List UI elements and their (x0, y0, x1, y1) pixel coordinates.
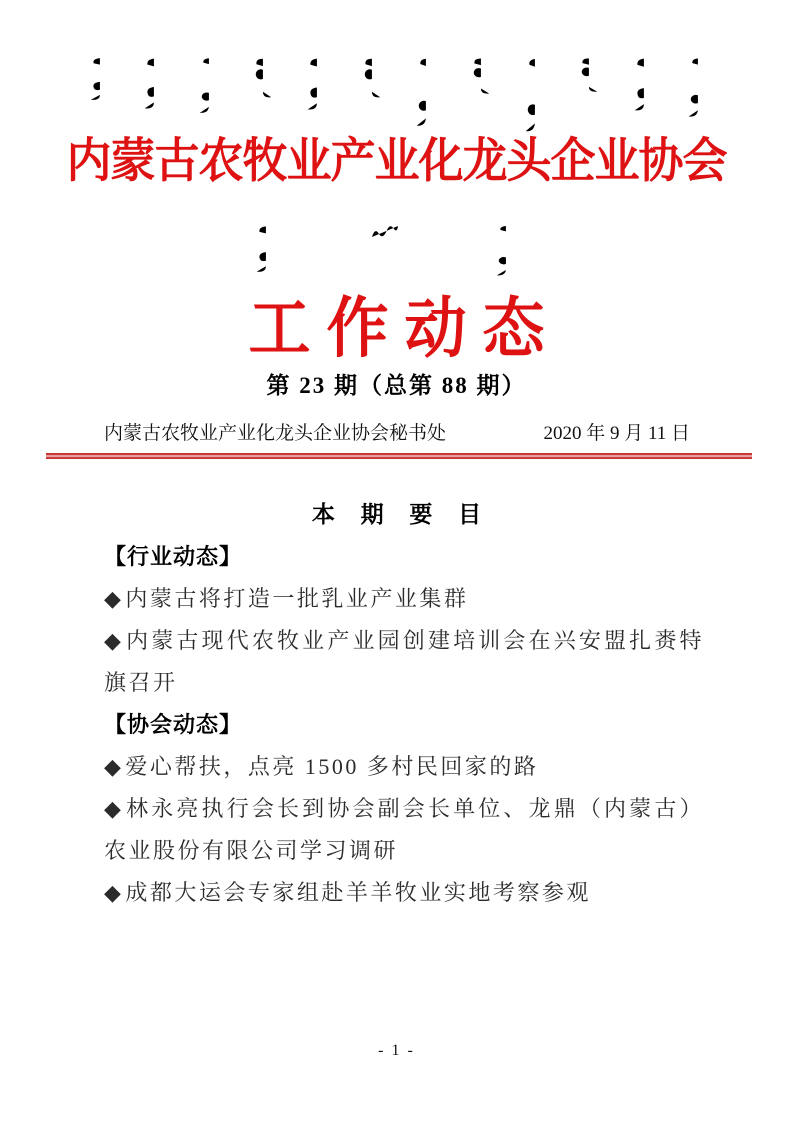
mongolian-script-glyph-icon (494, 224, 516, 280)
toc-item (104, 578, 704, 620)
organization-name: 内蒙古农牧业产业化龙头企业协会 (66, 134, 727, 188)
toc-item-title: 林永亮执行会长到协会副会长单位、龙鼎（内蒙古）农业股份有限公司学习调研 (104, 796, 704, 863)
toc-section-label-industry: 【行业动态】 (104, 544, 243, 569)
publish-date: 2020 年 9 月 11 日 (543, 423, 690, 444)
issue-number: 第 23 期（总第 88 期） (266, 373, 527, 398)
mongolian-script-glyph-icon (88, 56, 110, 102)
publisher-name: 内蒙古农牧业产业化龙头企业协会秘书处 (104, 423, 447, 444)
toc-item (104, 746, 704, 788)
diamond-bullet-icon: ◆ (104, 796, 125, 821)
toc-item-title: 成都大运会专家组赴羊羊牧业实地考察参观 (125, 880, 591, 905)
mongolian-script-glyph-icon (686, 56, 708, 122)
toc-heading: 本 期 要 目 (311, 502, 492, 527)
mongolian-script-glyph-icon (414, 56, 436, 132)
diamond-bullet-icon: ◆ (104, 880, 124, 905)
mongolian-script-glyph-icon (577, 56, 599, 94)
diamond-bullet-icon: ◆ (104, 628, 125, 653)
mongolian-script-glyph-icon (197, 56, 219, 118)
masthead-divider-rule (46, 453, 752, 459)
publisher-line (104, 418, 690, 445)
mongolian-script-glyph-icon (251, 56, 273, 100)
toc-item (104, 620, 704, 704)
toc-item-title: 内蒙古现代农牧业产业园创建培训会在兴安盟扎赉特旗召开 (104, 628, 704, 695)
toc-item-title: 内蒙古将打造一批乳业产业集群 (125, 586, 469, 611)
diamond-bullet-icon: ◆ (104, 586, 124, 611)
toc-section-label-association: 【协会动态】 (104, 712, 243, 737)
toc-item-title: 爱心帮扶，点亮 1500 多村民回家的路 (125, 754, 539, 779)
mongolian-script-row-subtitle (254, 224, 516, 280)
page-number: - 1 - (378, 1042, 415, 1059)
bulletin-title: 工作动态 (248, 293, 561, 366)
mongolian-script-glyph-icon (142, 56, 164, 111)
toc-item (104, 788, 704, 872)
mongolian-script-glyph-icon (370, 224, 400, 242)
mongolian-script-glyph-icon (305, 56, 327, 112)
mongolian-script-glyph-icon (632, 56, 654, 113)
mongolian-script-glyph-icon (254, 224, 276, 274)
mongolian-script-glyph-icon (360, 56, 382, 100)
toc-list (104, 536, 704, 914)
diamond-bullet-icon: ◆ (104, 754, 124, 779)
mongolian-script-glyph-icon (469, 56, 491, 96)
toc-item (104, 872, 704, 914)
